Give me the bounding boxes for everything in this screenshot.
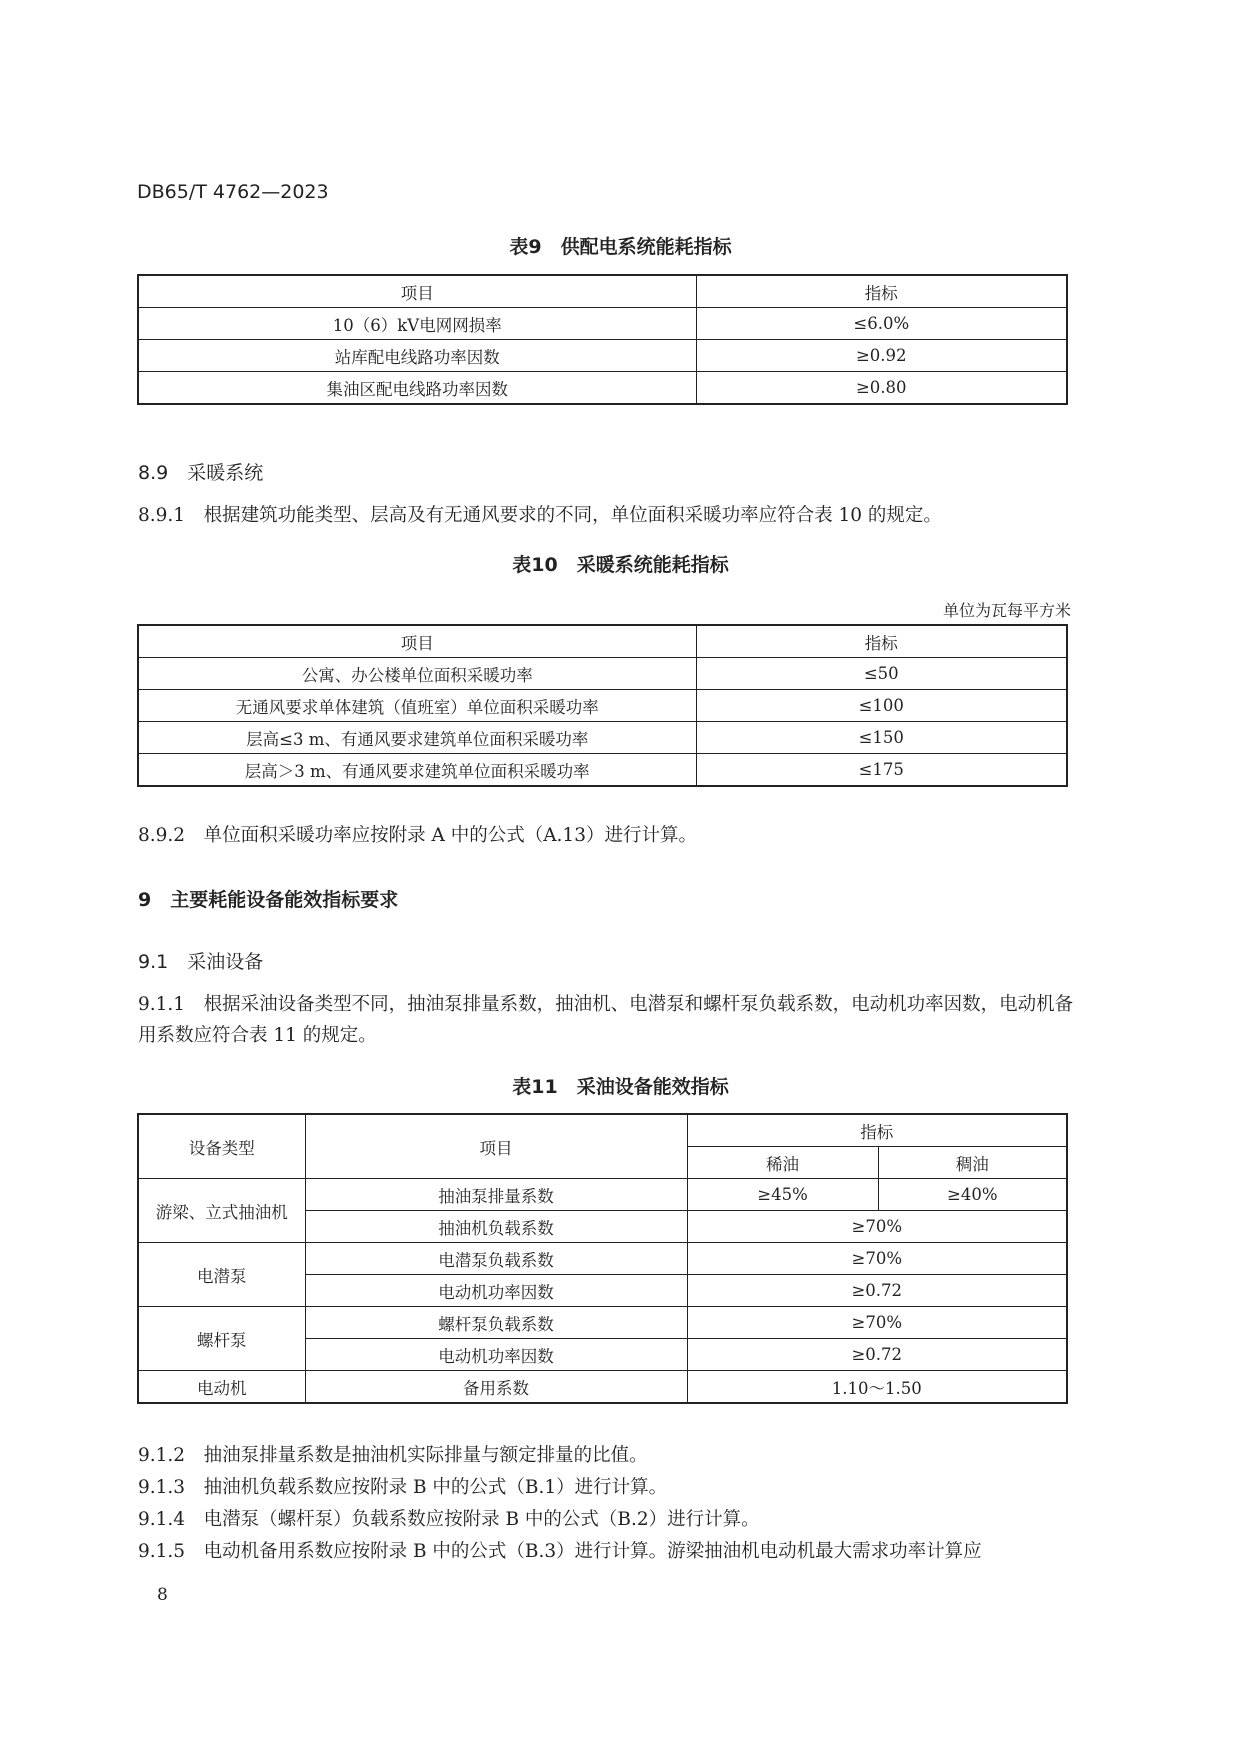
table-cell: 电动机	[138, 1371, 305, 1404]
table-row	[138, 690, 1067, 722]
table-cell: ≤150	[696, 722, 1067, 754]
table-cell: ≥70%	[687, 1307, 1067, 1339]
table-cell: 层高≤3 m、有通风要求建筑单位面积采暖功率	[138, 722, 696, 754]
table-row	[138, 754, 1067, 787]
table-header-row	[138, 1114, 1067, 1147]
clause-8-9-1: 8.9.1 根据建筑功能类型、层高及有无通风要求的不同，单位面积采暖功率应符合表 10 的规定。	[138, 505, 942, 526]
table-cell: 10（6）kV电网网损率	[138, 308, 696, 340]
table-header-cell: 指标	[687, 1114, 1067, 1147]
table-cell: ≤175	[696, 754, 1067, 787]
table-cell: ≥40%	[878, 1179, 1067, 1211]
table-header-cell: 设备类型	[138, 1114, 305, 1179]
table-header-row	[138, 625, 1067, 658]
table-row	[138, 1371, 1067, 1404]
table-row	[138, 340, 1067, 372]
table-cell: ≤6.0%	[696, 308, 1067, 340]
clause-9-1-5: 9.1.5 电动机备用系数应按附录 B 中的公式（B.3）进行计算。游梁抽油机电动机最大需求功率计算应	[138, 1541, 982, 1562]
table-header-cell: 项目	[305, 1114, 687, 1179]
table-row	[138, 1179, 1067, 1211]
clause-9-1-2: 9.1.2 抽油泵排量系数是抽油机实际排量与额定排量的比值。	[138, 1445, 648, 1466]
table-cell: 螺杆泵	[138, 1307, 305, 1371]
table-cell: 站库配电线路功率因数	[138, 340, 696, 372]
table11	[137, 1113, 1068, 1404]
table-cell: ≥0.80	[696, 372, 1067, 405]
table-header-cell: 项目	[138, 625, 696, 658]
table-header-cell: 指标	[696, 275, 1067, 308]
table-row	[138, 1243, 1067, 1275]
table-header-cell: 稠油	[878, 1147, 1067, 1179]
table-cell: ≤100	[696, 690, 1067, 722]
table-header-row	[138, 275, 1067, 308]
table11-caption: 表11 采油设备能效指标	[512, 1076, 729, 1098]
table-cell: 电潜泵	[138, 1243, 305, 1307]
table-cell: ≥70%	[687, 1243, 1067, 1275]
table-cell: 1.10～1.50	[687, 1371, 1067, 1404]
table-cell: ≥70%	[687, 1211, 1067, 1243]
clause-9-1-1: 9.1.1 根据采油设备类型不同，抽油泵排量系数，抽油机、电潜泵和螺杆泵负载系数，电动机功率因数，电动机备用系数应符合表 11 的规定。	[138, 994, 1074, 1046]
table10-caption: 表10 采暖系统能耗指标	[512, 554, 729, 576]
table-cell: ≥0.72	[687, 1339, 1067, 1371]
table-row	[138, 1307, 1067, 1339]
table-row	[138, 722, 1067, 754]
table-row	[138, 372, 1067, 405]
table9	[137, 274, 1068, 405]
table10-unit: 单位为瓦每平方米	[942, 601, 1071, 620]
table-cell: 无通风要求单体建筑（值班室）单位面积采暖功率	[138, 690, 696, 722]
document-code: DB65/T 4762—2023	[137, 181, 329, 203]
table-cell: 螺杆泵负载系数	[305, 1307, 687, 1339]
table-cell: 电动机功率因数	[305, 1339, 687, 1371]
table-cell: 游梁、立式抽油机	[138, 1179, 305, 1243]
chapter-heading-9: 9 主要耗能设备能效指标要求	[138, 889, 399, 911]
table-cell: 公寓、办公楼单位面积采暖功率	[138, 658, 696, 690]
table-cell: 抽油泵排量系数	[305, 1179, 687, 1211]
clause-9-1-3: 9.1.3 抽油机负载系数应按附录 B 中的公式（B.1）进行计算。	[138, 1477, 668, 1498]
table-cell: 电潜泵负载系数	[305, 1243, 687, 1275]
clause-8-9-2: 8.9.2 单位面积采暖功率应按附录 A 中的公式（A.13）进行计算。	[138, 825, 697, 846]
section-heading-9-1: 9.1 采油设备	[138, 951, 264, 973]
table-cell: ≥0.72	[687, 1275, 1067, 1307]
table-header-cell: 项目	[138, 275, 696, 308]
page-number: 8	[157, 1585, 168, 1605]
table-cell: 层高＞3 m、有通风要求建筑单位面积采暖功率	[138, 754, 696, 787]
section-heading-8-9: 8.9 采暖系统	[138, 462, 264, 484]
table-row	[138, 308, 1067, 340]
table-cell: ≥45%	[687, 1179, 878, 1211]
table-cell: 备用系数	[305, 1371, 687, 1404]
clause-9-1-4: 9.1.4 电潜泵（螺杆泵）负载系数应按附录 B 中的公式（B.2）进行计算。	[138, 1509, 760, 1530]
table-header-cell: 指标	[696, 625, 1067, 658]
table-cell: 电动机功率因数	[305, 1275, 687, 1307]
table-cell: 集油区配电线路功率因数	[138, 372, 696, 405]
table10	[137, 624, 1068, 787]
table-row	[138, 658, 1067, 690]
table-cell: 抽油机负载系数	[305, 1211, 687, 1243]
table-cell: ≥0.92	[696, 340, 1067, 372]
table-header-cell: 稀油	[687, 1147, 878, 1179]
table9-caption: 表9 供配电系统能耗指标	[509, 236, 732, 258]
table-cell: ≤50	[696, 658, 1067, 690]
